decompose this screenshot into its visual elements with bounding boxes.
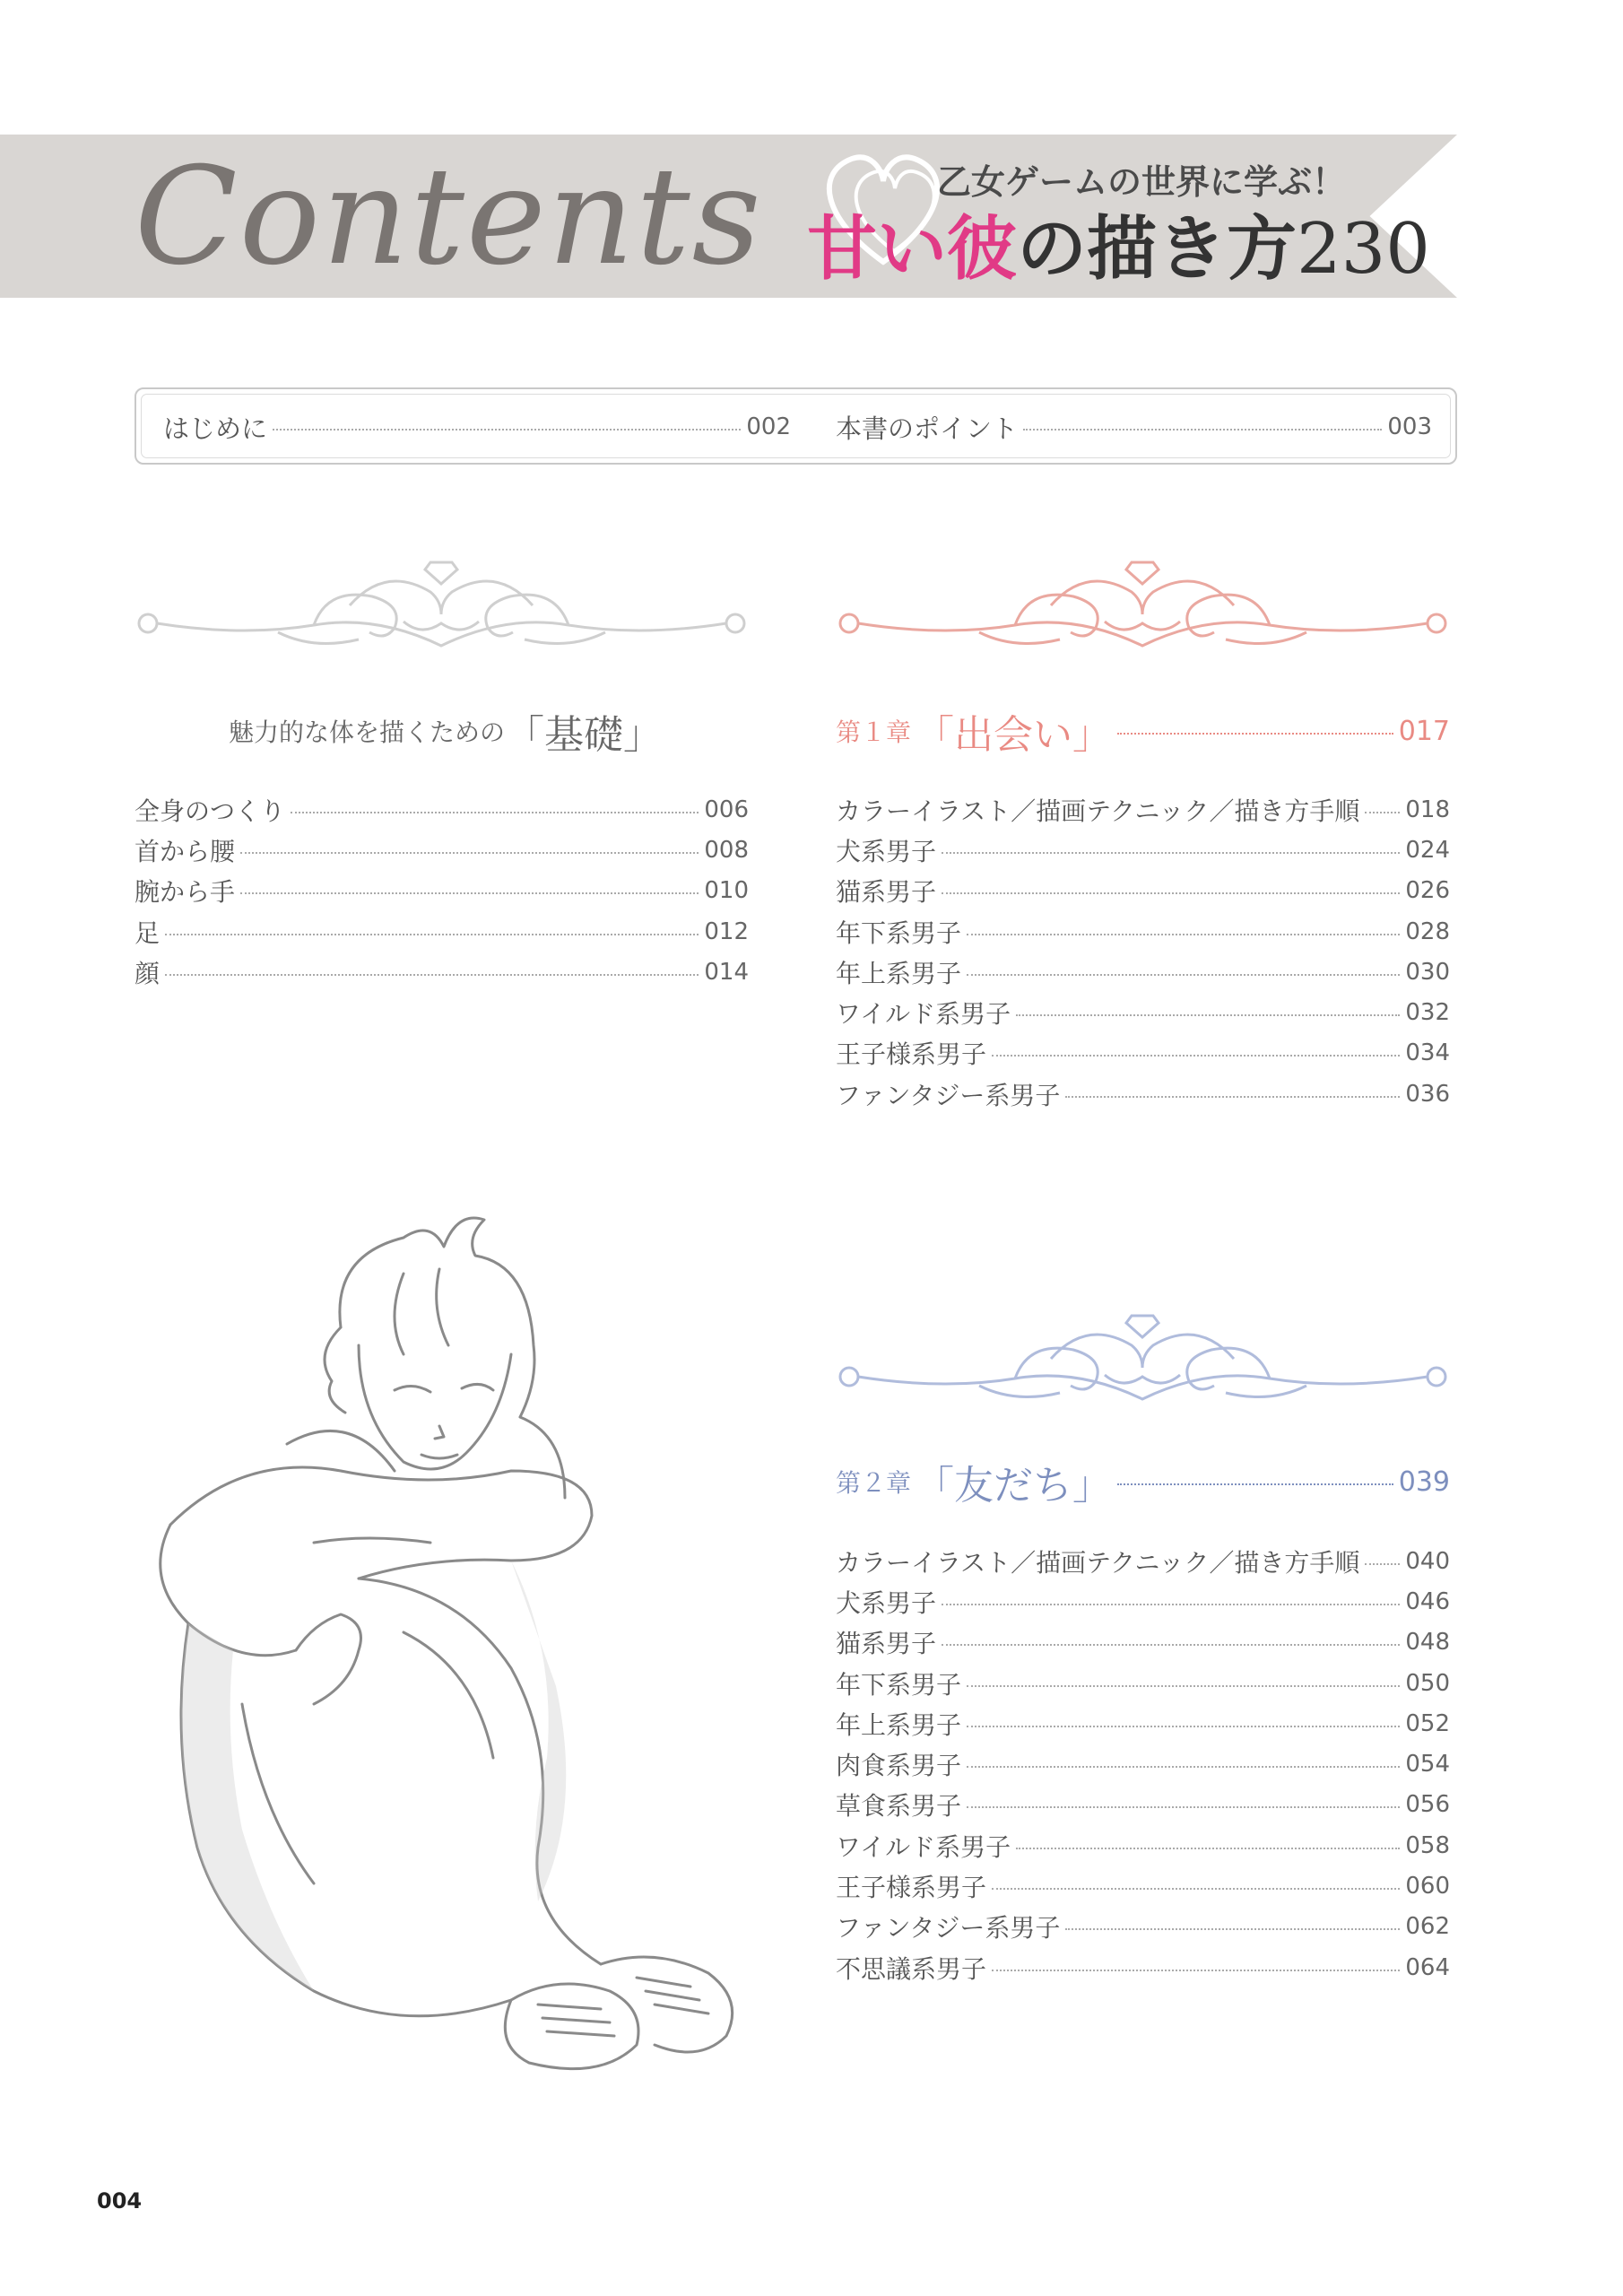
toc-entry[interactable] [135,871,749,911]
toc-entry[interactable] [135,830,749,870]
toc-entry-page: 048 [1405,1629,1450,1657]
toc-entry[interactable] [836,871,1450,911]
toc-entry-label: 犬系男子 [836,1587,937,1618]
toc-entry-label: 本書のポイント [836,413,1019,444]
toc-entry[interactable] [135,952,749,992]
toc-entry-page: 056 [1405,1791,1450,1819]
toc-entry[interactable] [836,1074,1450,1114]
toc-entry[interactable] [836,1907,1450,1947]
toc-entry-label: 腕から手 [135,877,236,908]
toc-entry-label: カラーイラスト／描画テクニック／描き方手順 [836,1547,1360,1578]
toc-entry-label: 王子様系男子 [836,1039,987,1070]
leader-dots [942,1644,1400,1646]
toc-entry-label: 草食系男子 [836,1791,962,1822]
bracket-close: 」 [1072,712,1113,758]
leader-dots [992,1970,1400,1971]
toc-entry-page: 054 [1405,1751,1450,1779]
toc-entry[interactable] [836,1703,1450,1744]
toc-entry-page: 018 [1405,796,1450,823]
toc-entry-page: 040 [1405,1547,1450,1575]
toc-entry-page: 006 [704,796,749,823]
toc-entry-label: 犬系男子 [836,836,937,866]
ornament-gray [135,552,749,668]
toc-entry-points[interactable] [836,409,1432,445]
basics-heading[interactable] [229,702,663,760]
toc-entry-label: 年下系男子 [836,918,962,948]
toc-entry-label: 首から腰 [135,836,236,866]
toc-entry-page: 014 [704,958,749,986]
leader-dots [1365,812,1400,813]
leader-dots [967,1726,1400,1727]
leader-dots [1117,733,1393,735]
leader-dots [967,974,1400,976]
toc-entry[interactable] [836,1622,1450,1663]
toc-entry-page: 060 [1405,1873,1450,1900]
leader-dots [1065,1928,1400,1930]
intro-box [135,387,1457,465]
leader-dots [967,934,1400,935]
book-subtitle: 乙女ゲームの世界に学ぶ！ [937,161,1347,202]
title-pink: 甘い彼 [807,208,1018,290]
toc-entry-label: 年下系男子 [836,1669,962,1700]
toc-entry-page: 064 [1405,1953,1450,1981]
toc-entry[interactable] [836,1663,1450,1703]
toc-entry-label: 年上系男子 [836,1709,962,1740]
bracket-open: 「 [505,712,545,758]
title-number: 230 [1297,209,1430,290]
leader-dots [291,812,699,813]
toc-entry[interactable] [836,1947,1450,1987]
leader-dots [1023,429,1382,430]
toc-entry-label: 猫系男子 [836,877,937,908]
leader-dots [1065,1096,1400,1098]
chapter1-list [836,789,1450,1114]
chapter1-title: 出会い [954,712,1073,758]
toc-entry-page: 062 [1405,1913,1450,1941]
toc-entry-label: 猫系男子 [836,1629,937,1659]
toc-entry-page: 008 [704,836,749,864]
leader-dots [165,934,699,935]
chapter2-label: 第２章 [836,1468,912,1498]
toc-entry-label: 肉食系男子 [836,1751,962,1781]
toc-entry-label: 足 [135,918,161,948]
basics-list [135,789,749,992]
toc-entry[interactable] [836,1581,1450,1622]
toc-entry[interactable] [135,789,749,830]
toc-entry-label: ファンタジー系男子 [836,1913,1061,1944]
sitting-boy-illustration [135,1202,789,2108]
chapter1-heading[interactable] [836,702,1450,760]
toc-entry-page: 050 [1405,1669,1450,1697]
toc-entry-label: 年上系男子 [836,958,962,988]
toc-entry-page: 030 [1405,958,1450,986]
leader-dots [1016,1848,1400,1849]
chapter2-page: 039 [1398,1465,1450,1498]
toc-entry-page: 010 [704,877,749,905]
toc-entry-intro[interactable] [163,409,791,445]
chapter2-list [836,1541,1450,1987]
toc-entry-label: 全身のつくり [135,796,286,826]
toc-entry[interactable] [836,1866,1450,1906]
leader-dots [967,1766,1400,1768]
toc-entry[interactable] [836,1744,1450,1784]
leader-dots [942,892,1400,894]
leader-dots [1016,1014,1400,1016]
toc-entry-page: 052 [1405,1709,1450,1737]
leader-dots [165,974,699,976]
chapter1-page: 017 [1398,715,1450,747]
toc-entry-page: 034 [1405,1039,1450,1067]
toc-entry-label: 不思議系男子 [836,1953,987,1984]
toc-entry[interactable] [836,1785,1450,1825]
toc-entry-page: 024 [1405,836,1450,864]
contents-heading: Contents [135,139,763,295]
toc-entry-page: 058 [1405,1831,1450,1859]
toc-entry-page: 036 [1405,1080,1450,1108]
leader-dots [942,852,1400,854]
toc-entry-label: カラーイラスト／描画テクニック／描き方手順 [836,796,1360,826]
toc-entry-label: ワイルド系男子 [836,999,1011,1030]
toc-entry-page: 026 [1405,877,1450,905]
toc-entry-page: 003 [1387,413,1432,440]
toc-entry[interactable] [836,992,1450,1032]
toc-entry-label: はじめに [163,413,268,444]
bracket-close: 」 [1072,1463,1113,1509]
toc-entry-page: 046 [1405,1587,1450,1615]
basics-heading-prefix: 魅力的な体を描くための [229,718,506,747]
toc-entry-page: 012 [704,918,749,945]
toc-entry-label: 顔 [135,958,161,988]
leader-dots [992,1888,1400,1890]
toc-entry[interactable] [836,1541,1450,1581]
toc-entry-label: ワイルド系男子 [836,1831,1011,1862]
toc-entry[interactable] [836,911,1450,952]
basics-heading-title: 基礎 [544,712,624,758]
leader-dots [967,1685,1400,1687]
toc-entry[interactable] [836,952,1450,992]
ornament-salmon [836,552,1450,668]
ornament-blue [836,1305,1450,1422]
chapter2-title: 友だち [954,1463,1073,1509]
leader-dots [992,1055,1400,1057]
bracket-open: 「 [915,712,955,758]
leader-dots [273,429,741,430]
book-title [807,193,1430,293]
bracket-open: 「 [915,1463,955,1509]
toc-entry-page: 028 [1405,918,1450,945]
leader-dots [1117,1483,1393,1485]
leader-dots [942,1604,1400,1605]
toc-entry-label: 王子様系男子 [836,1873,987,1903]
toc-entry-page: 002 [746,413,791,440]
leader-dots [240,892,699,894]
toc-entry[interactable] [836,1033,1450,1074]
bracket-close: 」 [623,712,664,758]
toc-entry-page: 032 [1405,999,1450,1027]
toc-entry[interactable] [836,1825,1450,1866]
toc-entry-label: ファンタジー系男子 [836,1080,1061,1110]
leader-dots [967,1806,1400,1808]
title-dark: の描き方 [1017,208,1298,290]
chapter1-label: 第１章 [836,718,912,747]
leader-dots [1365,1563,1400,1565]
page-number: 004 [97,2188,143,2213]
chapter2-heading[interactable] [836,1453,1450,1510]
toc-entry[interactable] [836,789,1450,830]
toc-entry[interactable] [135,911,749,952]
toc-entry[interactable] [836,830,1450,870]
leader-dots [240,852,699,854]
